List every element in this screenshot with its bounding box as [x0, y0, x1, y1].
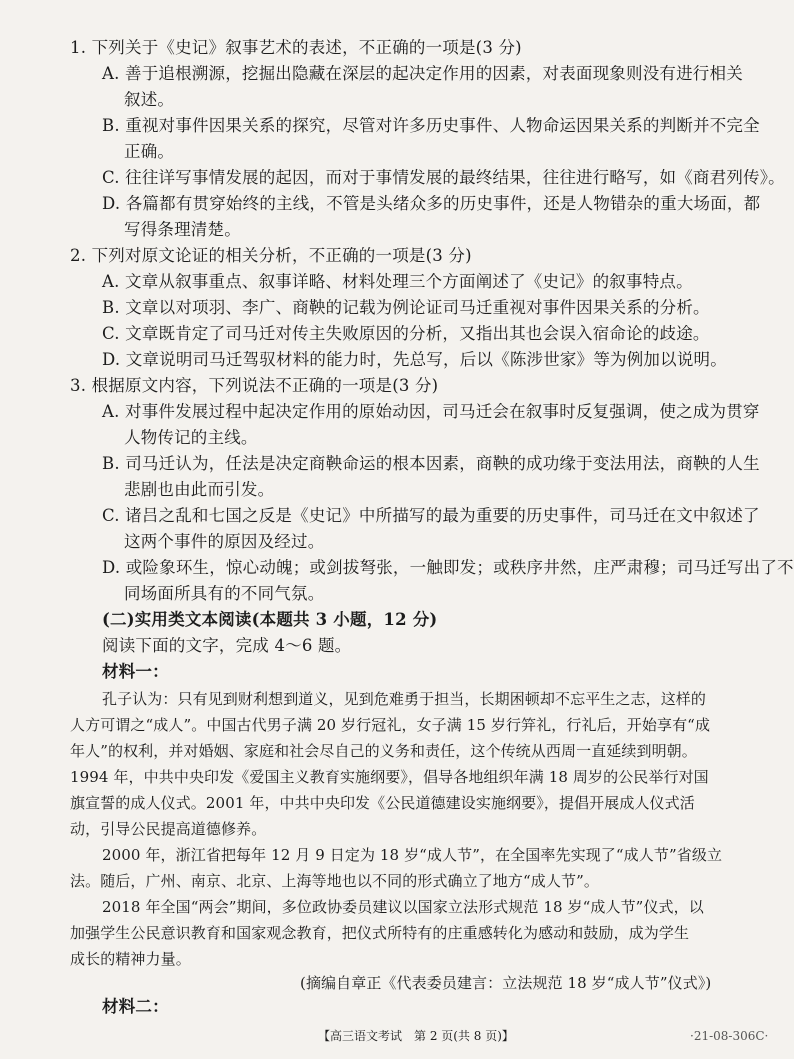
question-stem: 1. 下列关于《史记》叙事艺术的表述，不正确的一项是(3 分) [70, 38, 522, 57]
material-label: 材料一： [102, 662, 169, 681]
paragraph-line: 法。随后，广州、南京、北京、上海等地也以不同的形式确立了地方“成人节”。 [70, 872, 599, 890]
exam-code: ·21-08-306C· [690, 1029, 769, 1043]
paragraph-line: 2000 年，浙江省把每年 12 月 9 日定为 18 岁“成人节”，在全国率先实现了“成人节”省级立 [102, 846, 723, 864]
option-a-cont: 叙述。 [124, 90, 175, 109]
option-a: A. 善于追根溯源，挖掘出隐藏在深层的起决定作用的因素，对表面现象则没有进行相关 [102, 64, 743, 83]
option-b: B. 文章以对项羽、李广、商鞅的记载为例论证司马迁重视对事件因果关系的分析。 [102, 298, 710, 317]
page-number-label: 【高三语文考试 第 2 页(共 8 页)】 [318, 1029, 514, 1043]
option-d-cont: 写得条理清楚。 [124, 220, 241, 239]
option-c: C. 文章既肯定了司马迁对传主失败原因的分析，又指出其也会误入宿命论的歧途。 [102, 324, 710, 343]
paragraph-line: 年人”的权利，并对婚姻、家庭和社会尽自己的义务和责任，这个传统从西周一直延续到明朝。 [70, 742, 697, 760]
option-b: B. 司马迁认为，任法是决定商鞅命运的根本因素，商鞅的成功缘于变法用法，商鞅的人生 [102, 454, 760, 473]
option-d-cont: 同场面所具有的不同气氛。 [124, 584, 325, 603]
option-c-cont: 这两个事件的原因及经过。 [124, 532, 325, 551]
option-a: A. 文章从叙事重点、叙事详略、材料处理三个方面阐述了《史记》的叙事特点。 [102, 272, 693, 291]
paragraph-line: 人方可谓之“成人”。中国古代男子满 20 岁行冠礼，女子满 15 岁行笄礼，行礼后，开始享有“成 [70, 716, 711, 734]
option-d: D. 各篇都有贯穿始终的主线，不管是头绪众多的历史事件，还是人物错杂的重大场面，都 [102, 194, 761, 213]
paragraph-line: 1994 年，中共中央印发《爱国主义教育实施纲要》，倡导各地组织年满 18 周岁的公民举行对国 [70, 768, 709, 786]
option-b: B. 重视对事件因果关系的探究，尽管对许多历史事件、人物命运因果关系的判断并不完全 [102, 116, 760, 135]
option-c: C. 往往详写事情发展的起因，而对于事情发展的最终结果，往往进行略写，如《商君列传》。 [102, 168, 785, 187]
question-stem: 3. 根据原文内容，下列说法不正确的一项是(3 分) [70, 376, 439, 395]
paragraph-line: 旗宣誓的成人仪式。2001 年，中共中央印发《公民道德建设实施纲要》，提倡开展成人仪式活 [70, 794, 695, 812]
option-d: D. 或险象环生，惊心动魄；或剑拔弩张，一触即发；或秩序井然，庄严肃穆；司马迁写出了不 [102, 558, 794, 577]
paragraph-line: 孔子认为：只有见到财利想到道义，见到危难勇于担当，长期困顿却不忘平生之志，这样的 [102, 690, 707, 708]
option-a: A. 对事件发展过程中起决定作用的原始动因，司马迁会在叙事时反复强调，使之成为贯穿 [102, 402, 760, 421]
paragraph-line: 成长的精神力量。 [70, 950, 191, 968]
paragraph-line: 加强学生公民意识教育和国家观念教育，把仪式所特有的庄重感转化为感动和鼓励，成为学生 [70, 924, 690, 942]
option-a-cont: 人物传记的主线。 [124, 428, 258, 447]
page-footer [0, 1024, 794, 1048]
material-label: 材料二： [102, 997, 169, 1016]
option-b-cont: 悲剧也由此而引发。 [124, 480, 275, 499]
paragraph-line: 动，引导公民提高道德修养。 [70, 820, 267, 838]
question-stem: 2. 下列对原文论证的相关分析，不正确的一项是(3 分) [70, 246, 472, 265]
paragraph-line: 2018 年全国“两会”期间，多位政协委员建议以国家立法形式规范 18 岁“成人节”仪式，以 [102, 898, 704, 916]
section-instruction: 阅读下面的文字，完成 4～6 题。 [102, 636, 352, 655]
option-c: C. 诸吕之乱和七国之反是《史记》中所描写的最为重要的历史事件，司马迁在文中叙述了 [102, 506, 760, 525]
option-b-cont: 正确。 [124, 142, 175, 161]
section-heading: (二)实用类文本阅读(本题共 3 小题，12 分) [102, 610, 438, 629]
source-citation: (摘编自章正《代表委员建言：立法规范 18 岁“成人节”仪式》) [300, 974, 712, 992]
option-d: D. 文章说明司马迁驾驭材料的能力时，先总写，后以《陈涉世家》等为例加以说明。 [102, 350, 727, 369]
